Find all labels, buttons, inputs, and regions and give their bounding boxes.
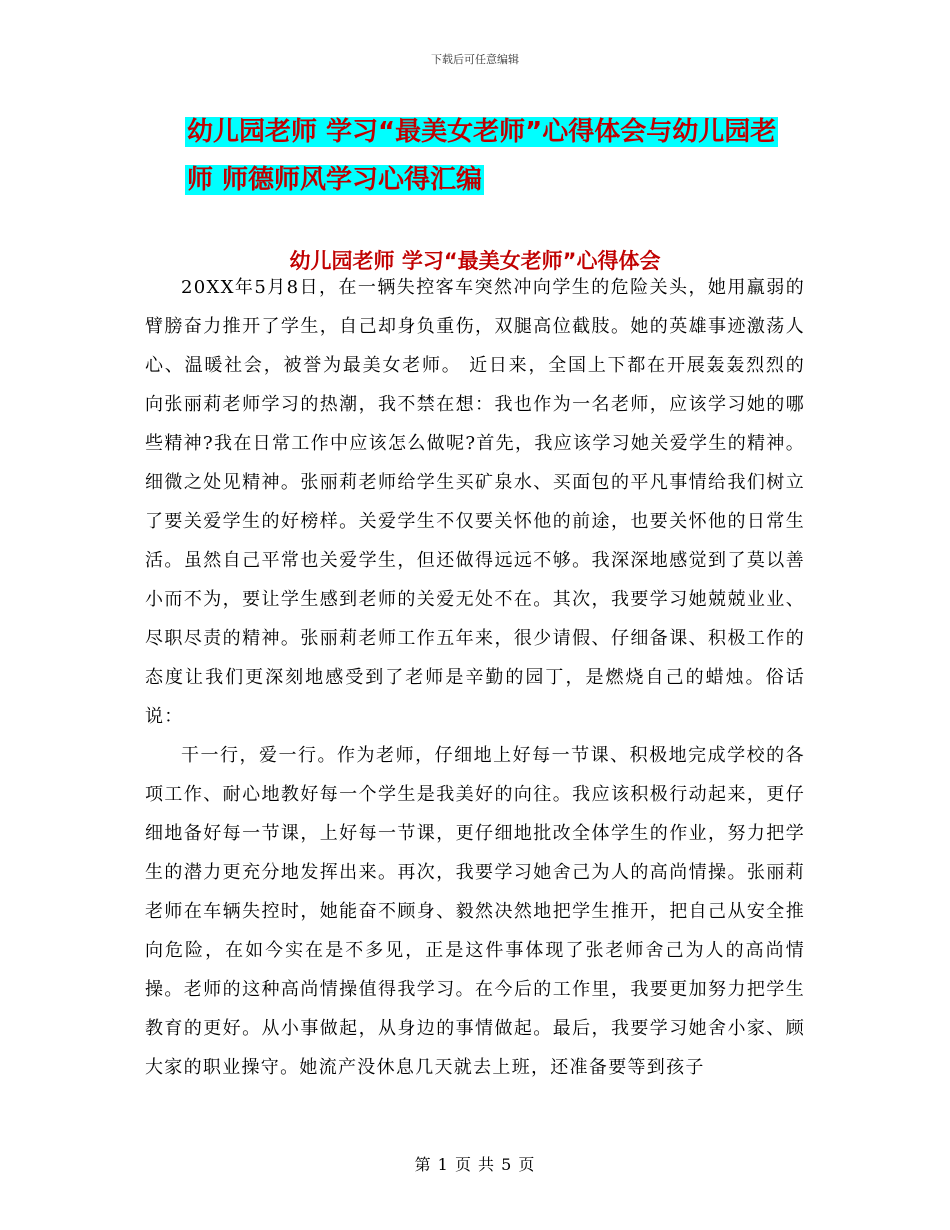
page-number-footer: 第 1 页 共 5 页 [414,1155,536,1174]
document-body [145,268,805,1087]
section-title: 幼儿园老师 学习“最美女老师”心得体会 [289,249,661,273]
document-title [185,108,825,204]
body-paragraph-2: 干一行，爱一行。作为老师，仔细地上好每一节课、积极地完成学校的各项工作、耐心地教好每一个学生是我美好的向往。我应该积极行动起来，更仔细地备好每一节课，上好每一节课，更仔细地批改全体学生的作业，努力把学生的潜力更充分地发挥出来。再次，我要学习她舍己为人的高尚情操。张丽莉老师在车辆失控时，她能奋不顾身、毅然决然地把学生推开，把自己从安全推向危险，在如今实在是不多见，正是这件事体现了张老师舍己为人的高尚情操。老师的这种高尚情操值得我学习。在今后的工作里，我要更加努力把学生教育的更好。从小事做起，从身边的事情做起。最后，我要学习她舍小家、顾大家的职业操守。她流产没休息几天就去上班，还准备要等到孩子 [145,745,805,1078]
document-title-line-1: 幼儿园老师 学习“最美女老师”心得体会与幼儿园老 [187,117,777,147]
document-title-line-2: 师 师德师风学习心得汇编 [187,165,483,195]
body-paragraph-1: 20XX年5月8日，在一辆失控客车突然冲向学生的危险关头，她用羸弱的臂膀奋力推开了学生，自己却身负重伤，双腿高位截肢。她的英雄事迹激荡人心、温暖社会，被誉为最美女老师。 近日来，全国上下都在开展轰轰烈烈的向张丽莉老师学习的热潮，我不禁在想：我也作为一名老师，应该学习她的哪些精神?我在日常工作中应该怎么做呢?首先，我应该学习她关爱学生的精神。细微之处见精神。张丽莉老师给学生买矿泉水、买面包的平凡事情给我们树立了要关爱学生的好榜样。关爱学生不仅要关怀他的前途，也要关怀他的日常生活。虽然自己平常也关爱学生，但还做得远远不够。我深深地感觉到了莫以善小而不为，要让学生感到老师的关爱无处不在。其次，我要学习她兢兢业业、尽职尽责的精神。张丽莉老师工作五年来，很少请假、仔细备课、积极工作的态度让我们更深刻地感受到了老师是辛勤的园丁，是燃烧自己的蜡烛。俗话说： [145,277,805,727]
page-header-note: 下载后可任意编辑 [431,53,519,66]
